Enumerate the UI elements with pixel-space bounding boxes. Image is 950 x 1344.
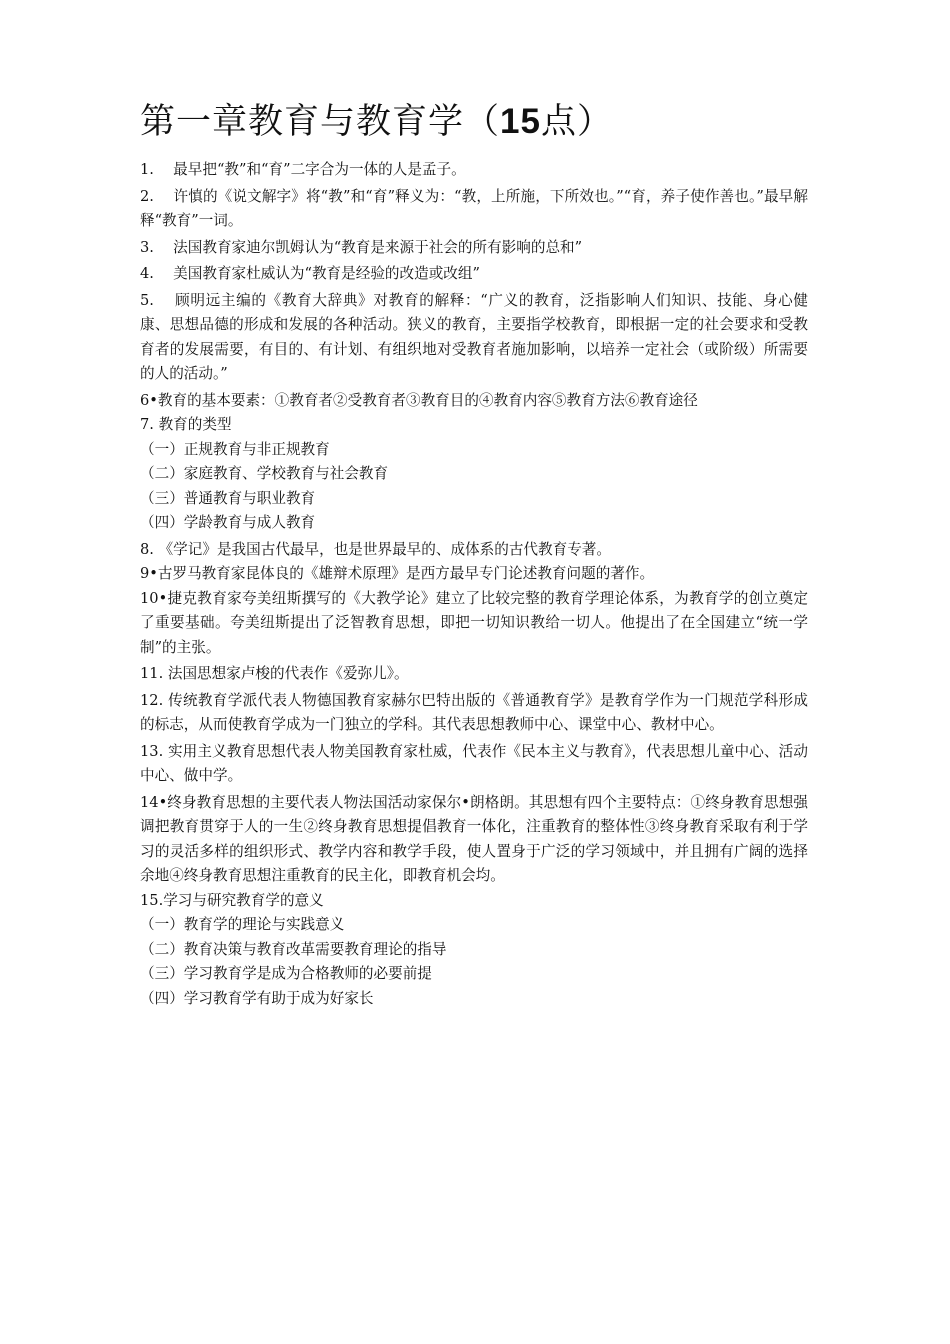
item-4: 4. 美国教育家杜威认为“教育是经验的改造或改组” <box>140 265 480 282</box>
item-2: 2. 许慎的《说文解字》将“教”和“育”释义为：“教，上所施，下所效也。”“育，养子使作善也。”最早解释“教育”一词。 <box>140 187 808 229</box>
item-14: 14•终身教育思想的主要代表人物法国活动家保尔•朗格朗。其思想有四个主要特点：①终身教育思想强调把教育贯穿于人的一生②终身教育思想提倡教育一体化，注重教育的整体性③终身教育采取有利于学习的灵活多样的组织形式、教学内容和教学手段，使人置身于广泛的学习领域中，并且拥有广阔的选择余地④终身教育思想注重教育的民主化，即教育机会均。 <box>140 793 808 884</box>
item-8: 8. 《学记》是我国古代最早，也是世界最早的、成体系的古代教育专著。 <box>140 540 611 558</box>
education-type-2: （二）家庭教育、学校教育与社会教育 <box>140 465 389 482</box>
item-5: 5. 顾明远主编的《教育大辞典》对教育的解释：“广义的教育，泛指影响人们知识、技能、身心健康、思想品德的形成和发展的各种活动。狭义的教育，主要指学校教育，即根据一定的社会要求和受教育者的发展需要，有目的、有计划、有组织地对受教育者施加影响，以培养一定社会（或阶级）所需要的人的活动。” <box>140 291 808 382</box>
item-1: 1. 最早把“教”和“育”二字合为一体的人是孟子。 <box>140 161 466 178</box>
item-6: 6•教育的基本要素：①教育者②受教育者③教育目的④教育内容⑤教育方法⑥教育途径 <box>140 391 698 409</box>
item-15: 15.学习与研究教育学的意义 <box>140 891 324 909</box>
education-type-4: （四）学龄教育与成人教育 <box>140 514 316 531</box>
title-suffix: 点） <box>540 102 613 142</box>
document-page <box>140 96 808 1011</box>
item-12: 12. 传统教育学派代表人物德国教育家赫尔巴特出版的《普通教育学》是教育学作为一门规范学科形成的标志，从而使教育学成为一门独立的学科。其代表思想教师中心、课堂中心、教材中心。 <box>140 691 808 733</box>
meaning-2: （二）教育决策与教育改革需要教育理论的指导 <box>140 940 447 958</box>
item-11: 11. 法国思想家卢梭的代表作《爱弥儿》。 <box>140 665 409 682</box>
item-7: 7. 教育的类型 <box>140 416 232 433</box>
education-type-3: （三）普通教育与职业教育 <box>140 489 316 507</box>
title-number: 15 <box>500 102 541 141</box>
meaning-1: （一）教育学的理论与实践意义 <box>140 916 345 933</box>
chapter-title <box>140 96 808 148</box>
item-3: 3. 法国教育家迪尔凯姆认为“教育是来源于社会的所有影响的总和” <box>140 238 583 256</box>
meaning-3: （三）学习教育学是成为合格教师的必要前提 <box>140 965 432 982</box>
meaning-4: （四）学习教育学有助于成为好家长 <box>140 989 374 1007</box>
item-9: 9•古罗马教育家昆体良的《雄辩术原理》是西方最早专门论述教育问题的著作。 <box>140 565 655 582</box>
item-13: 13. 实用主义教育思想代表人物美国教育家杜威，代表作《民本主义与教育》，代表思想儿童中心、活动中心、做中学。 <box>140 742 808 784</box>
education-type-1: （一）正规教育与非正规教育 <box>140 440 330 458</box>
title-prefix: 第一章教育与教育学（ <box>140 102 501 142</box>
item-10: 10•捷克教育家夸美纽斯撰写的《大教学论》建立了比较完整的教育学理论体系，为教育学的创立奠定了重要基础。夸美纽斯提出了泛智教育思想，即把一切知识教给一切人。他提出了在全国建立“统一学制”的主张。 <box>140 589 808 656</box>
